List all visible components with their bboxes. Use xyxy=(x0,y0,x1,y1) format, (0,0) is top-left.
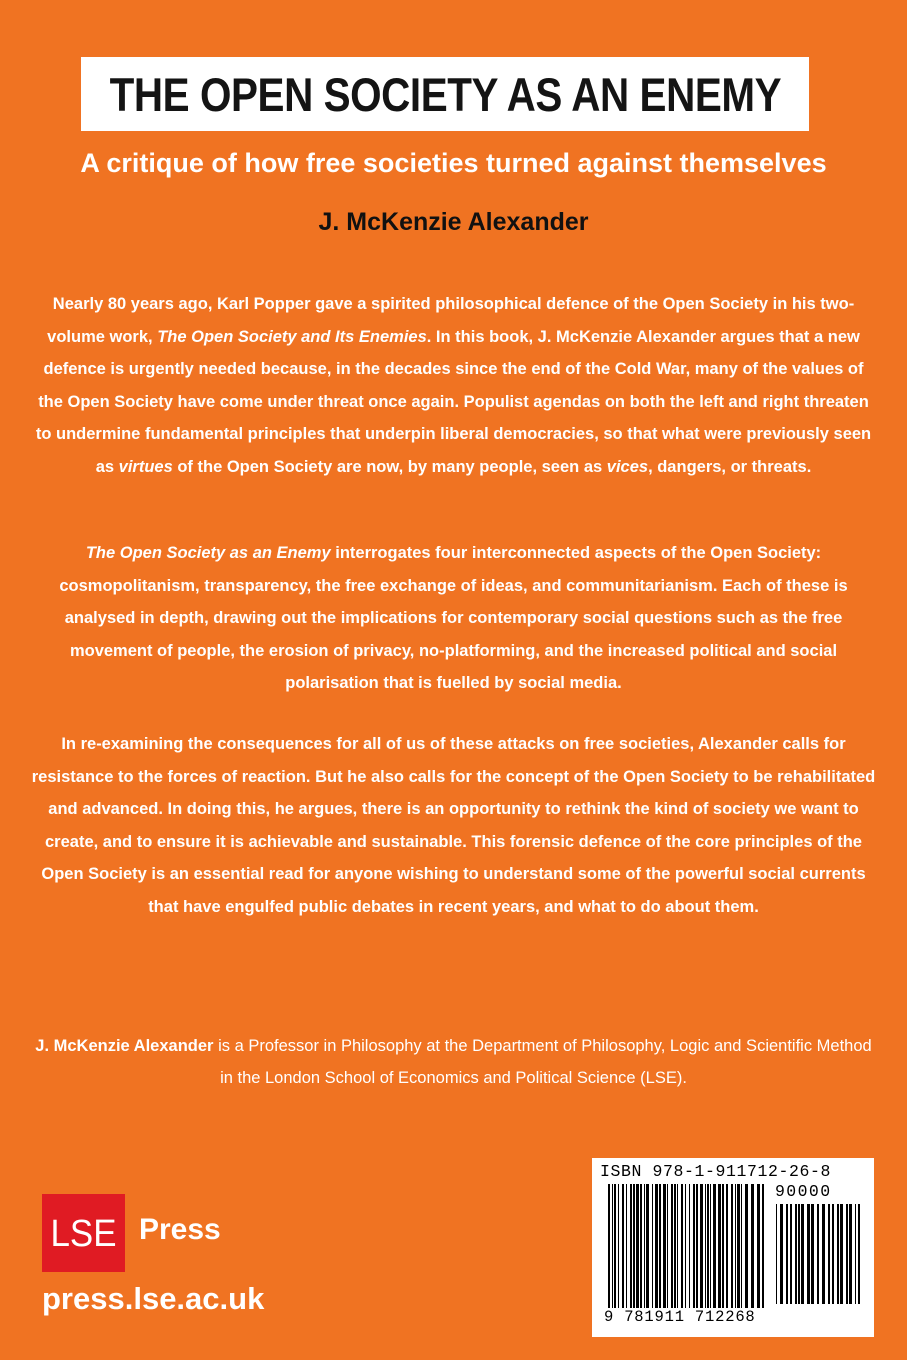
barcode-bar xyxy=(652,1184,653,1308)
barcode-bar xyxy=(795,1204,797,1304)
blurb-paragraph-3: In re-examining the consequences for all of us of these attacks on free societies, Alexander calls for resistance to the forces of reaction. But he also calls for the concept of the Open Society to be rehabilitated and advanced. In doing this, he argues, there is an opportunity to rethink the kind of society we want to create, and to ensure it is achievable and sustainable. This forensic defence of the core principles of the Open Society is an essential read for anyone wishing to understand some of the powerful social currents that have engulfed public debates in recent years, and what to do about them. xyxy=(31,735,876,916)
book-author: J. McKenzie Alexander xyxy=(318,208,589,236)
p1-text-3: of the Open Society are now, by many people, seen as xyxy=(172,457,607,476)
lse-logo-text: LSE xyxy=(50,1213,117,1255)
barcode-bar xyxy=(846,1204,848,1304)
barcode-bar xyxy=(636,1184,639,1308)
isbn-label: ISBN 978-1-911712-26-8 xyxy=(600,1162,832,1181)
p1-text-1: Nearly 80 years ago, Karl Popper gave a spirited philosophical defence of the Open Society in his two-volume work, xyxy=(47,295,855,346)
barcode-bar xyxy=(700,1184,703,1308)
barcode-bar xyxy=(640,1184,642,1308)
barcode-bar xyxy=(817,1204,819,1304)
barcode-bar xyxy=(745,1184,748,1308)
barcode-bar xyxy=(858,1204,860,1304)
barcode-bar xyxy=(713,1184,716,1308)
barcode-bar xyxy=(726,1184,728,1308)
barcode-bar xyxy=(685,1184,686,1308)
blurb-paragraph-1 xyxy=(30,288,877,483)
barcode-bar xyxy=(801,1204,804,1304)
barcode-bar xyxy=(633,1184,635,1308)
book-title: THE OPEN SOCIETY AS AN ENEMY xyxy=(109,67,781,121)
barcode-bar xyxy=(696,1184,698,1308)
barcode-bar xyxy=(671,1184,673,1308)
barcode-bar xyxy=(644,1184,645,1308)
barcode-bar xyxy=(659,1184,661,1308)
barcode-bar xyxy=(807,1204,810,1304)
book-subtitle: A critique of how free societies turned against themselves xyxy=(80,148,827,178)
barcode-bar xyxy=(741,1184,742,1308)
p1-text-2: . In this book, J. McKenzie Alexander argues that a new defence is urgently needed because, in the decades since the end of the Cold War, many of the values of the Open Society have come under threat once again. Populist agendas on both the left and right threaten to undermine fundamental principles that underpin liberal democracies, so that what were previously seen as xyxy=(35,327,872,476)
barcode-bar xyxy=(622,1184,624,1308)
p1-italic-1: The Open Society and Its Enemies xyxy=(157,327,427,346)
barcode-bar xyxy=(840,1204,843,1304)
barcode-bar xyxy=(693,1184,695,1308)
barcode-bar xyxy=(630,1184,632,1308)
p2-italic-1: The Open Society as an Enemy xyxy=(85,544,331,562)
blurb-paragraph-2 xyxy=(30,537,877,700)
barcode-bar xyxy=(612,1184,613,1308)
barcode-bar xyxy=(655,1184,658,1308)
lse-logo-mark xyxy=(42,1194,125,1272)
barcode-bar xyxy=(837,1204,839,1304)
barcode-bar xyxy=(786,1204,788,1304)
barcode-bar xyxy=(780,1204,783,1304)
bio-name: J. McKenzie Alexander xyxy=(35,1037,214,1055)
barcode-bar xyxy=(626,1184,627,1308)
barcode-bar xyxy=(710,1184,711,1308)
barcode-bar xyxy=(705,1184,706,1308)
barcode-bar xyxy=(707,1184,709,1308)
barcode-bar xyxy=(762,1184,764,1308)
barcode-bar xyxy=(646,1184,649,1308)
barcode-bar xyxy=(722,1184,724,1308)
barcode-bar xyxy=(776,1204,777,1304)
author-bio xyxy=(30,1030,877,1094)
barcode-bar xyxy=(751,1184,754,1308)
barcode-bar xyxy=(667,1184,668,1308)
barcode-bar xyxy=(677,1184,678,1308)
barcode-bar xyxy=(731,1184,733,1308)
title-banner xyxy=(81,57,809,131)
p2-text-1: interrogates four interconnected aspects of the Open Society: cosmopolitanism, transparency, the free exchange of ideas, and communitarianism. Each of these is analysed in depth, drawing out the implications for contemporary social questions such as the free movement of people, the erosion of privacy, no-platforming, and the increased political and social polarisation that is fuelled by social media. xyxy=(59,544,848,692)
p1-italic-2: virtues xyxy=(118,457,173,476)
barcode-bar xyxy=(828,1204,830,1304)
barcode-bar xyxy=(681,1184,683,1308)
ean-bars xyxy=(608,1184,764,1308)
p1-italic-3: vices xyxy=(606,457,649,476)
barcode-bar xyxy=(822,1204,825,1304)
lse-logo xyxy=(42,1194,125,1272)
barcode-bar xyxy=(849,1204,852,1304)
barcode-bar xyxy=(689,1184,690,1308)
barcode-bar xyxy=(735,1184,736,1308)
barcode-bar xyxy=(855,1204,856,1304)
barcode-bar xyxy=(608,1184,610,1308)
barcode-bar xyxy=(718,1184,721,1308)
barcode-bar xyxy=(832,1204,834,1304)
barcode-bar xyxy=(618,1184,619,1308)
barcode-bar xyxy=(737,1184,740,1308)
bio-text: is a Professor in Philosophy at the Department of Philosophy, Logic and Scientific Method in the London School of Economics and Political Science (LSE). xyxy=(213,1037,872,1087)
barcode-bar xyxy=(757,1184,760,1308)
addon-bars xyxy=(776,1204,860,1304)
barcode-bar xyxy=(790,1204,792,1304)
barcode-bar xyxy=(614,1184,616,1308)
barcode-bar xyxy=(674,1184,676,1308)
publisher-url: press.lse.ac.uk xyxy=(42,1281,265,1316)
barcode-bar xyxy=(798,1204,800,1304)
barcode-bar xyxy=(811,1204,814,1304)
isbn-barcode xyxy=(592,1158,874,1337)
barcode-digits: 9 781911 712268 xyxy=(604,1308,756,1326)
p1-text-4: , dangers, or threats. xyxy=(648,457,812,476)
barcode-addon: 90000 xyxy=(775,1182,832,1201)
press-label: Press xyxy=(139,1213,221,1246)
barcode-bar xyxy=(663,1184,666,1308)
